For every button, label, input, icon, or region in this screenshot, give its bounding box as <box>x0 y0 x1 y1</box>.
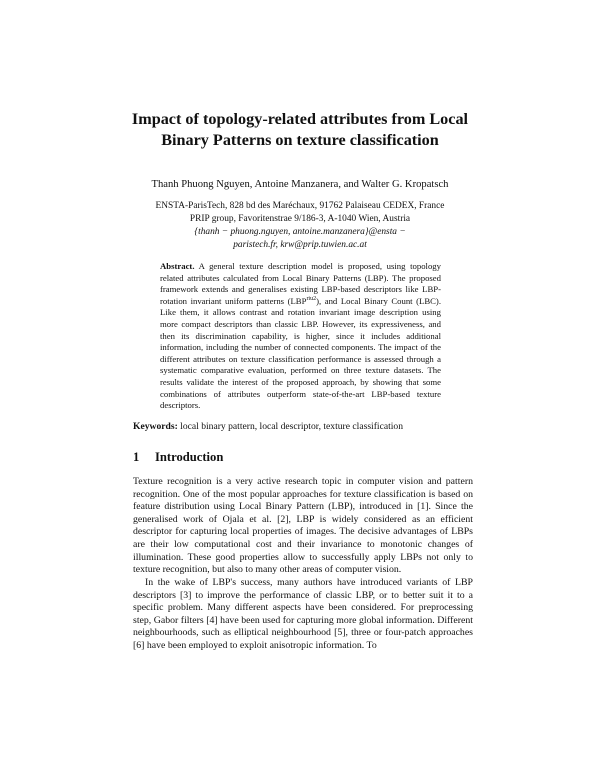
keywords <box>133 421 473 433</box>
section-heading <box>133 450 473 465</box>
title-line-2: Binary Patterns on texture classification <box>161 131 439 149</box>
abstract-label: Abstract. <box>160 261 195 271</box>
abstract-text-b: ), and Local Binary Count (LBC). Like them, it allows contrast and rotation invariant image description using more compact descriptors than classic LBP. However, its expressiveness, and then its discrimination capability, is higher, since it includes additional information, including the number of connected components. The impact of the different attributes on texture classification performance is assessed through a systematic comparative evaluation, performed on three texture datasets. The results validate the interest of the proposed approach, by showing that some combinations of attributes outperform state-of-the-art LBP-based texture descriptors. <box>160 295 442 411</box>
paper-title <box>100 109 500 151</box>
section-title: Introduction <box>155 450 224 464</box>
intro-paragraph-2: In the wake of LBP's success, many authors have introduced variants of LBP descriptors [3] to improve the performance of classic LBP, or to better suit it to a specific problem. Many different aspects have been considered. For preprocessing step, Gabor filters [4] have been used for capturing more global information. Different neighbourhoods, such as elliptical neighbourhood [5], three or four-patch approaches [6] have been employed to exploit anisotropic information. To <box>133 577 473 651</box>
title-line-1: Impact of topology-related attributes from Local <box>131 110 469 128</box>
affiliation <box>100 200 500 252</box>
authors: Thanh Phuong Nguyen, Antoine Manzanera, and Walter G. Kropatsch <box>151 179 449 190</box>
affiliation-email-line-2: paristech.fr, krw@prip.tuwien.ac.at <box>233 240 367 250</box>
abstract <box>160 261 441 412</box>
affiliation-line-1: ENSTA-ParisTech, 828 bd des Maréchaux, 91762 Palaiseau CEDEX, France <box>155 201 445 211</box>
abstract-text-a: A general texture description model is proposed, using topology related attributes calculated from Local Binary Patterns (LBP). The proposed framework extends and generalises existing LBP-based descriptors like LBP-rotation invariant uniform patterns (LBP <box>160 261 441 306</box>
keywords-text: local binary pattern, local descriptor, texture classification <box>180 421 404 432</box>
keywords-label: Keywords: <box>133 421 178 432</box>
intro-paragraph-1: Texture recognition is a very active research topic in computer vision and pattern recognition. One of the most popular approaches for texture classification is based on feature distribution using Local Binary Pattern (LBP), introduced in [1]. Since the generalised work of Ojala et al. [2], LBP is widely considered as an efficient descriptor for capturing local properties of images. The decisive advantages of LBPs are their low computational cost and their invariance to monotonic changes of illumination. These good properties allow to successfully apply LBPs not only to texture recognition, but also to many other areas of computer vision. <box>133 476 473 576</box>
affiliation-email-line-1: {thanh − phuong.nguyen, antoine.manzanera}@ensta − <box>194 227 406 237</box>
section-number: 1 <box>133 450 140 464</box>
abstract-superscript: riu2 <box>306 295 317 302</box>
affiliation-line-2: PRIP group, Favoritenstrae 9/186-3, A-1040 Wien, Austria <box>189 214 411 224</box>
